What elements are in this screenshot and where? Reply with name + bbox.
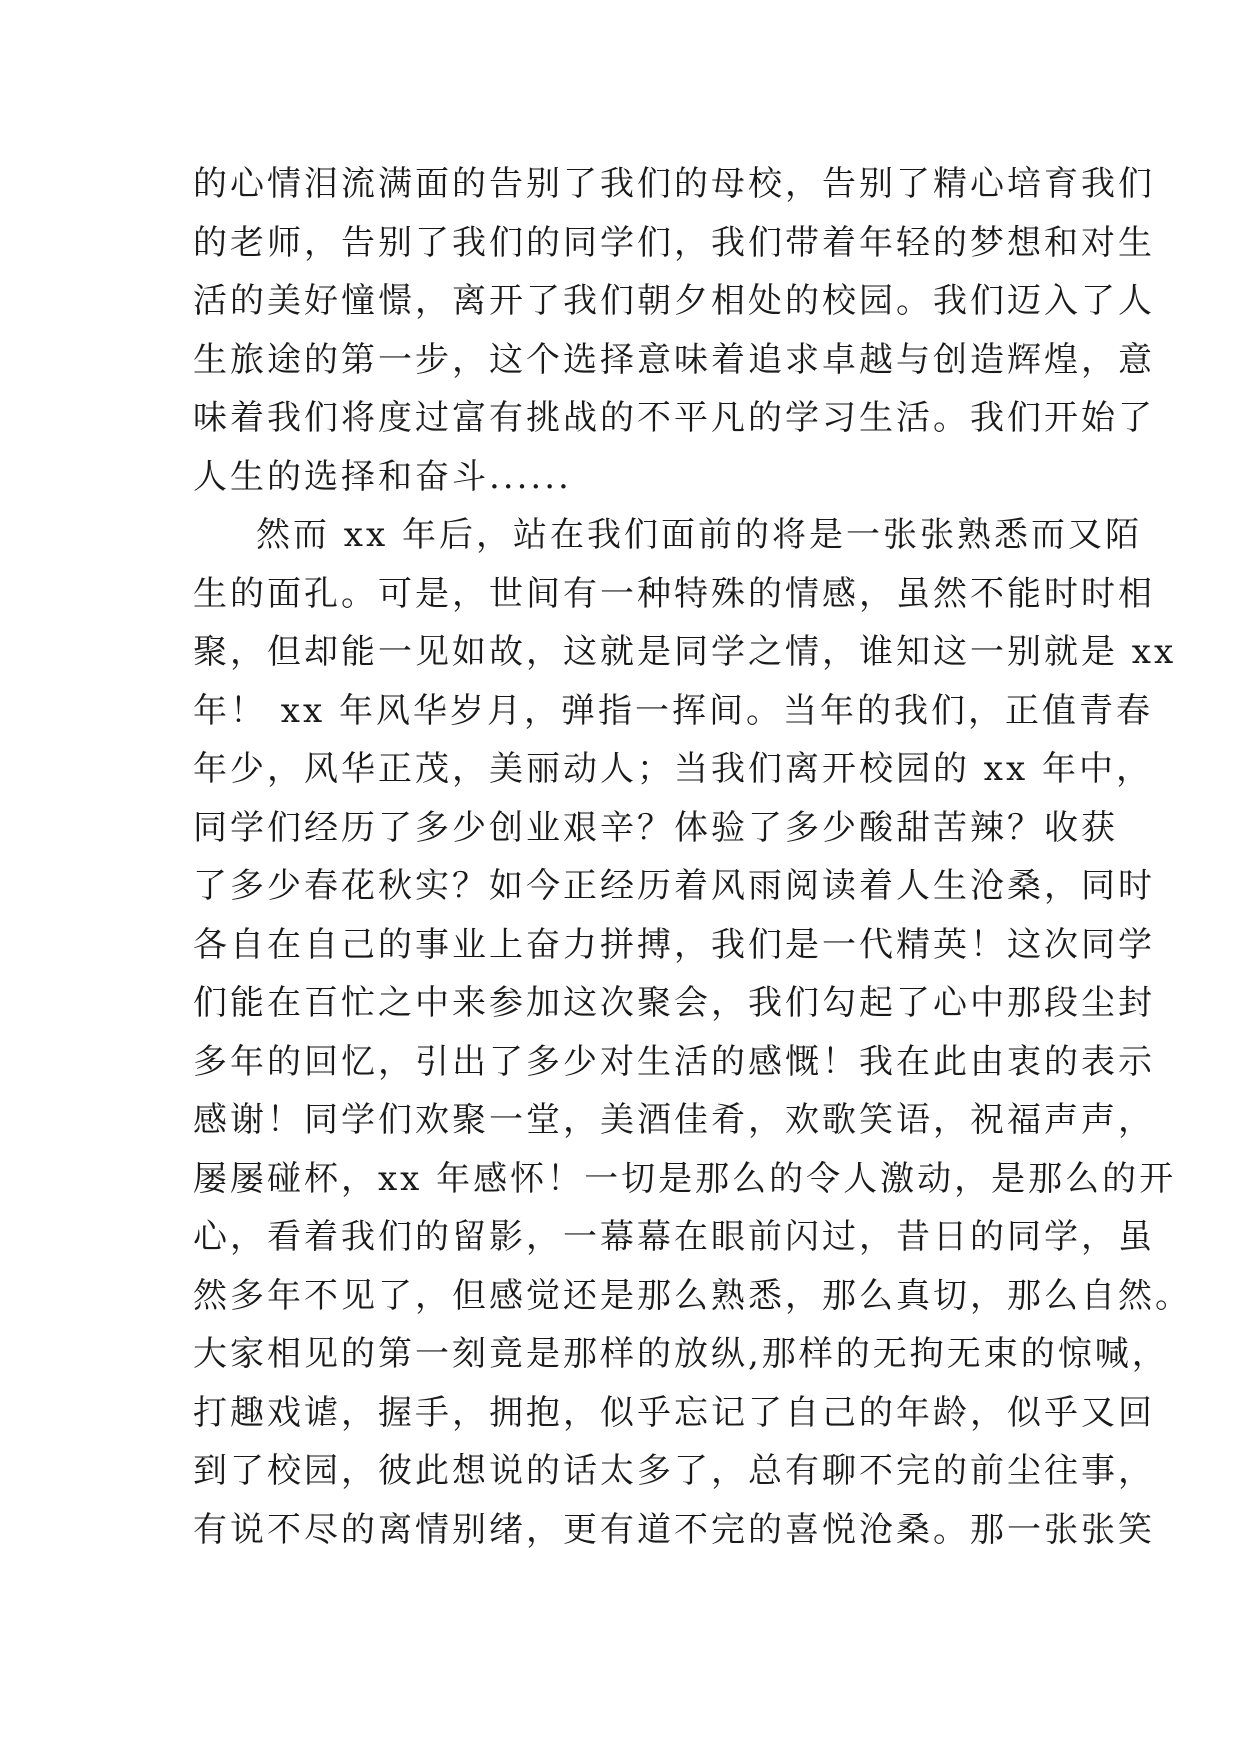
text-line: 心，看着我们的留影，一幕幕在眼前闪过，昔日的同学，虽	[193, 1217, 1155, 1257]
text-line: 味着我们将度过富有挑战的不平凡的学习生活。我们开始了	[193, 398, 1155, 438]
text-line: 大家相见的第一刻竟是那样的放纵,那样的无拘无束的惊喊，	[193, 1334, 1169, 1374]
text-line: 的心情泪流满面的告别了我们的母校，告别了精心培育我们	[193, 164, 1155, 204]
text-line: 年！ xx 年风华岁月，弹指一挥间。当年的我们，正值青春	[193, 690, 1153, 731]
text-line: 聚，但却能一见如故，这就是同学之情，谁知这一别就是 xx	[193, 632, 1177, 672]
text-line: 屡屡碰杯，xx 年感怀！一切是那么的令人激动，是那么的开	[193, 1158, 1177, 1199]
text-line: 到了校园，彼此想说的话太多了，总有聊不完的前尘往事，	[193, 1451, 1155, 1491]
text-line: 多年的回忆，引出了多少对生活的感慨！我在此由衷的表示	[193, 1041, 1155, 1082]
text-line: 有说不尽的离情别绪，更有道不完的喜悦沧桑。那一张张笑	[193, 1509, 1155, 1550]
body-text	[193, 155, 1192, 1559]
text-line: 生旅途的第一步，这个选择意味着追求卓越与创造辉煌，意	[193, 339, 1155, 380]
text-line: 的老师，告别了我们的同学们，我们带着年轻的梦想和对生	[193, 222, 1155, 263]
text-line: 生的面孔。可是，世间有一种特殊的情感，虽然不能时时相	[193, 573, 1155, 614]
text-line: 活的美好憧憬，离开了我们朝夕相处的校园。我们迈入了人	[193, 281, 1155, 321]
text-line: 感谢！同学们欢聚一堂，美酒佳肴，欢歌笑语，祝福声声，	[193, 1100, 1155, 1140]
paragraph-start-line: 然而 xx 年后，站在我们面前的将是一张张熟悉而又陌	[256, 515, 1142, 555]
text-line: 人生的选择和奋斗......	[193, 456, 572, 497]
text-line: 同学们经历了多少创业艰辛？体验了多少酸甜苦辣？收获	[193, 807, 1118, 848]
text-line: 了多少春花秋实？如今正经历着风雨阅读着人生沧桑，同时	[193, 866, 1155, 906]
text-line: 年少，风华正茂，美丽动人；当我们离开校园的 xx 年中，	[193, 749, 1153, 789]
text-line: 然多年不见了，但感觉还是那么熟悉，那么真切，那么自然。	[193, 1275, 1192, 1316]
text-line: 各自在自己的事业上奋力拼搏，我们是一代精英！这次同学	[193, 924, 1155, 965]
text-line: 打趣戏谑，握手，拥抱，似乎忘记了自己的年龄，似乎又回	[193, 1392, 1155, 1433]
text-line: 们能在百忙之中来参加这次聚会，我们勾起了心中那段尘封	[193, 983, 1155, 1023]
